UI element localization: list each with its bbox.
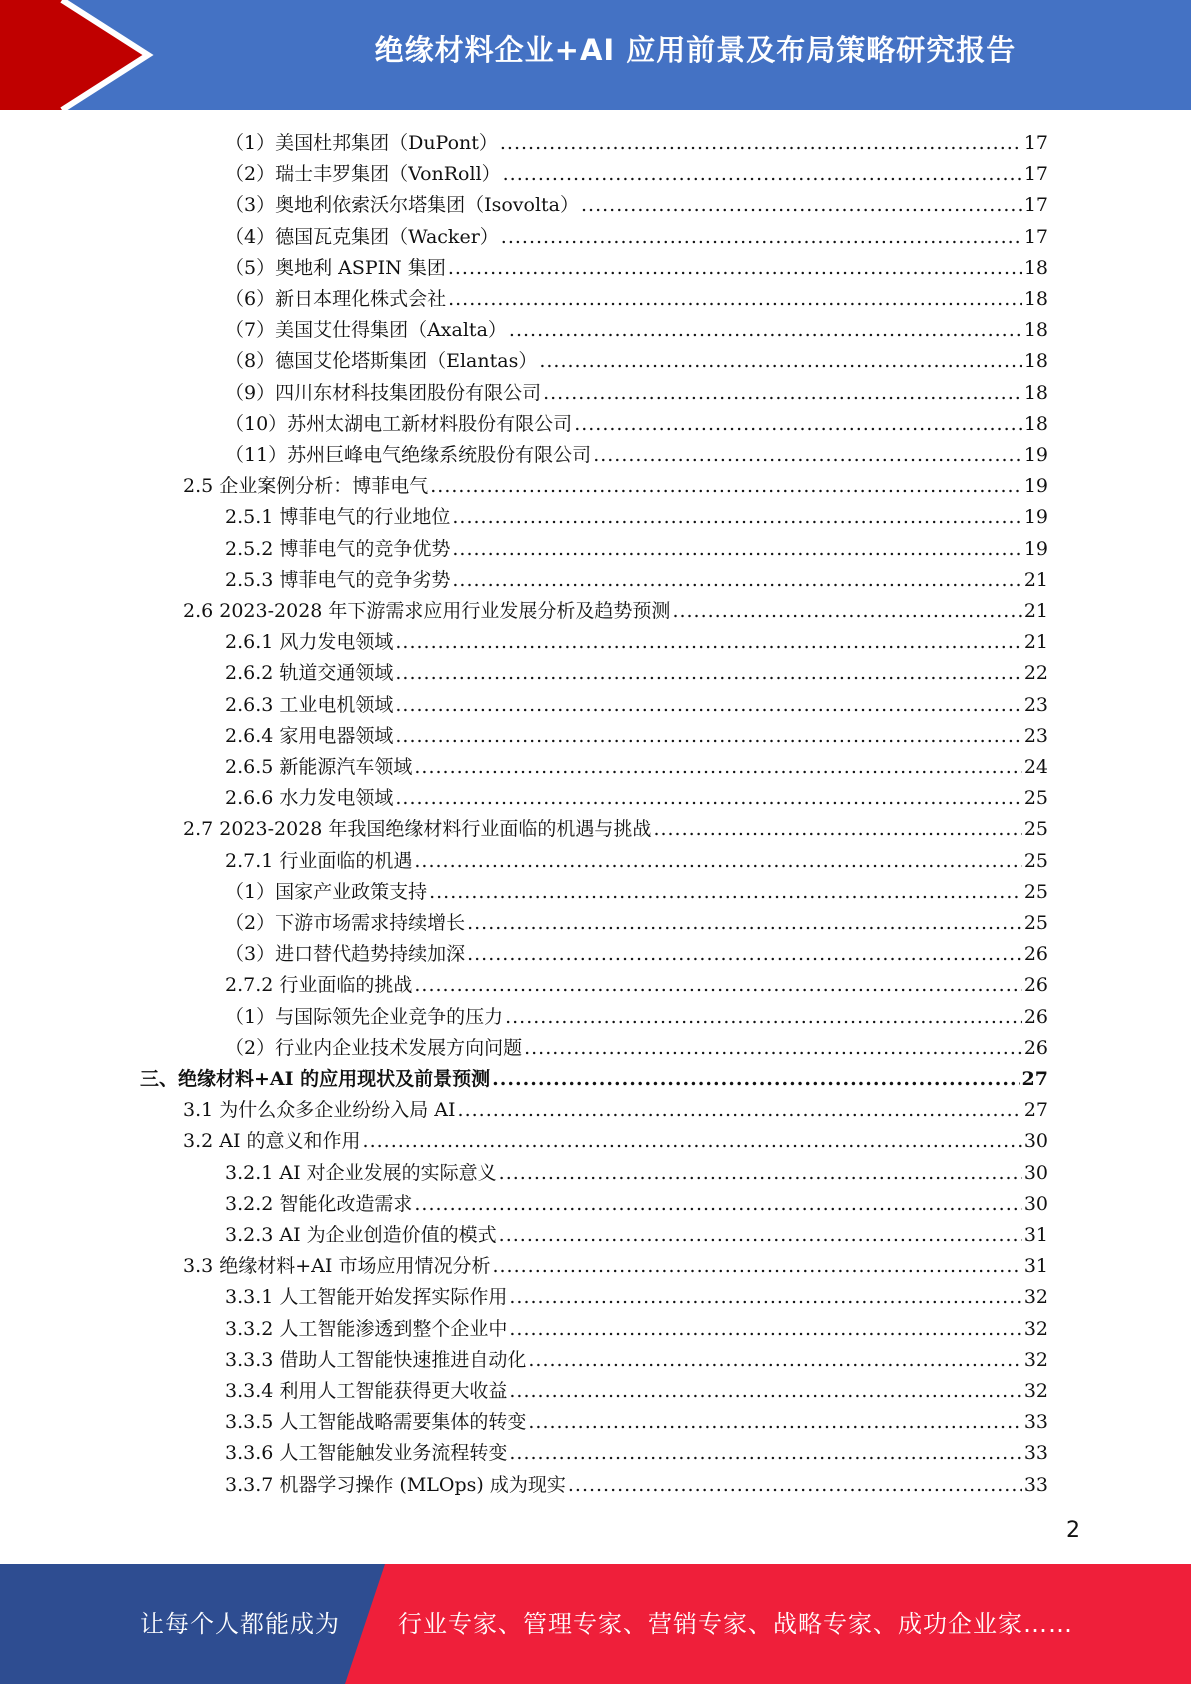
toc-dot-leader — [414, 970, 1021, 1001]
toc-dot-leader — [414, 1189, 1021, 1220]
toc-dot-leader — [429, 877, 1022, 908]
toc-entry[interactable] — [225, 565, 1048, 596]
toc-entry[interactable] — [225, 721, 1048, 752]
toc-entry[interactable] — [225, 1158, 1048, 1189]
toc-dot-leader — [509, 1376, 1021, 1407]
toc-entry-page: 17 — [1023, 194, 1048, 217]
toc-entry-page: 22 — [1023, 662, 1048, 685]
toc-entry-page: 25 — [1023, 818, 1048, 841]
toc-dot-leader — [501, 222, 1022, 253]
toc-entry[interactable] — [225, 1470, 1048, 1501]
toc-entry[interactable] — [225, 159, 1048, 190]
toc-dot-leader — [543, 378, 1022, 409]
toc-dot-leader — [452, 502, 1021, 533]
toc-dot-leader — [574, 409, 1022, 440]
toc-entry-page: 24 — [1023, 756, 1048, 778]
toc-entry-title: （8）德国艾伦塔斯集团（Elantas） — [225, 350, 538, 373]
toc-entry-page: 17 — [1023, 163, 1048, 186]
toc-entry-page: 25 — [1023, 849, 1048, 872]
toc-dot-leader — [448, 253, 1022, 284]
toc-dot-leader — [452, 565, 1021, 596]
toc-entry[interactable] — [225, 346, 1048, 377]
toc-entry-page: 18 — [1023, 381, 1048, 404]
toc-entry-page: 23 — [1023, 693, 1048, 716]
toc-entry-page: 26 — [1023, 1036, 1048, 1059]
toc-dot-leader — [499, 1220, 1022, 1251]
toc-entry-page: 18 — [1023, 288, 1048, 310]
toc-dot-leader — [528, 1345, 1021, 1376]
toc-entry-title: 3.2.3 AI 为企业创造价值的模式 — [225, 1224, 497, 1246]
toc-entry-page: 23 — [1023, 724, 1048, 747]
toc-entry-title: 2.6.2 轨道交通领域 — [225, 662, 394, 685]
toc-entry-page: 27 — [1023, 1099, 1048, 1122]
toc-dot-leader — [414, 752, 1021, 783]
toc-entry-page: 26 — [1023, 943, 1048, 966]
toc-dot-leader — [581, 190, 1022, 221]
toc-dot-leader — [395, 783, 1021, 814]
toc-entry[interactable] — [225, 1376, 1048, 1407]
toc-dot-leader — [430, 471, 1022, 502]
toc-entry[interactable] — [225, 1002, 1048, 1033]
toc-entry[interactable] — [225, 1189, 1048, 1220]
toc-entry[interactable] — [225, 222, 1048, 253]
toc-dot-leader — [509, 315, 1022, 346]
toc-entry-title: （5）奥地利 ASPIN 集团 — [225, 256, 446, 279]
toc-entry-page: 17 — [1023, 132, 1048, 154]
toc-entry[interactable] — [225, 908, 1048, 939]
toc-entry[interactable] — [225, 128, 1048, 159]
toc-entry[interactable] — [183, 471, 1048, 502]
toc-entry-page: 27 — [1021, 1068, 1048, 1090]
toc-entry[interactable] — [183, 1251, 1048, 1282]
toc-entry-title: 3.2.1 AI 对企业发展的实际意义 — [225, 1161, 497, 1184]
toc-entry-title: 3.1 为什么众多企业纷纷入局 AI — [183, 1099, 456, 1122]
toc-dot-leader — [524, 1033, 1022, 1064]
toc-entry-title: （1）美国杜邦集团（DuPont） — [225, 132, 498, 154]
page-header — [0, 0, 1191, 110]
toc-entry-title: （2）下游市场需求持续增长 — [225, 912, 466, 934]
toc-entry-title: 2.7 2023-2028 年我国绝缘材料行业面临的机遇与挑战 — [183, 818, 652, 841]
toc-dot-leader — [509, 1438, 1021, 1469]
toc-dot-leader — [528, 1407, 1021, 1438]
toc-entry-page: 21 — [1023, 568, 1048, 591]
toc-entry-title: 3.3.7 机器学习操作 (MLOps) 成为现实 — [225, 1473, 566, 1496]
toc-entry[interactable] — [225, 284, 1048, 315]
toc-dot-leader — [363, 1126, 1022, 1157]
toc-dot-leader — [448, 284, 1022, 315]
toc-entry-page: 32 — [1023, 1317, 1048, 1340]
toc-entry-page: 30 — [1023, 1130, 1048, 1153]
toc-entry[interactable] — [225, 690, 1048, 721]
toc-dot-leader — [509, 1314, 1021, 1345]
toc-entry-page: 26 — [1023, 974, 1048, 997]
toc-entry-title: 3.3.2 人工智能渗透到整个企业中 — [225, 1317, 508, 1340]
toc-entry-title: （3）奥地利依索沃尔塔集团（Isovolta） — [225, 194, 579, 217]
toc-entry[interactable] — [183, 596, 1048, 627]
toc-entry-page: 26 — [1023, 1005, 1048, 1028]
toc-entry-title: 2.6.3 工业电机领域 — [225, 693, 394, 716]
toc-entry-title: 2.5.3 博菲电气的竞争劣势 — [225, 568, 451, 591]
toc-entry-title: 3.3.4 利用人工智能获得更大收益 — [225, 1380, 508, 1402]
toc-entry-page: 19 — [1023, 444, 1048, 466]
toc-entry-page: 18 — [1023, 412, 1048, 435]
toc-entry-title: 2.6.5 新能源汽车领域 — [225, 756, 413, 778]
toc-entry-title: 2.7.2 行业面临的挑战 — [225, 974, 413, 997]
page-number: 2 — [1066, 1518, 1080, 1543]
toc-entry-page: 32 — [1023, 1380, 1048, 1402]
toc-entry-page: 25 — [1023, 912, 1048, 934]
toc-entry-title: （9）四川东材科技集团股份有限公司 — [225, 381, 542, 404]
toc-entry[interactable] — [225, 502, 1048, 533]
toc-entry-title: 2.6 2023-2028 年下游需求应用行业发展分析及趋势预测 — [183, 600, 671, 622]
toc-entry[interactable] — [183, 814, 1048, 845]
toc-entry-page: 18 — [1023, 319, 1048, 342]
toc-entry[interactable] — [225, 440, 1048, 471]
toc-entry-page: 25 — [1023, 787, 1048, 810]
toc-entry-title: 2.7.1 行业面临的机遇 — [225, 849, 413, 872]
toc-entry-page: 33 — [1023, 1473, 1048, 1496]
toc-entry-title: （1）与国际领先企业竞争的压力 — [225, 1005, 504, 1028]
toc-entry[interactable] — [183, 1095, 1048, 1126]
toc-entry-page: 19 — [1023, 506, 1048, 529]
toc-entry[interactable] — [225, 1282, 1048, 1313]
toc-entry-page: 31 — [1023, 1255, 1048, 1278]
toc-entry-title: （2）行业内企业技术发展方向问题 — [225, 1036, 523, 1059]
toc-entry[interactable] — [225, 658, 1048, 689]
toc-dot-leader — [467, 939, 1022, 970]
toc-entry-title: 2.5.2 博菲电气的竞争优势 — [225, 537, 451, 560]
toc-entry[interactable] — [225, 846, 1048, 877]
toc-entry-title: 2.6.4 家用电器领域 — [225, 724, 394, 747]
toc-dot-leader — [653, 814, 1021, 845]
toc-dot-leader — [458, 1095, 1022, 1126]
toc-dot-leader — [395, 690, 1021, 721]
toc-entry-title: 2.6.6 水力发电领域 — [225, 787, 394, 810]
toc-entry-page: 18 — [1023, 350, 1048, 373]
toc-entry-title: （4）德国瓦克集团（Wacker） — [225, 225, 499, 248]
toc-entry-page: 19 — [1023, 537, 1048, 560]
toc-entry-page: 33 — [1023, 1411, 1048, 1434]
toc-entry-page: 21 — [1023, 600, 1048, 622]
toc-dot-leader — [539, 346, 1021, 377]
toc-entry[interactable] — [225, 627, 1048, 658]
toc-entry-title: 2.5.1 博菲电气的行业地位 — [225, 506, 451, 529]
toc-dot-leader — [503, 159, 1022, 190]
toc-dot-leader — [414, 846, 1021, 877]
toc-entry-title: （7）美国艾仕得集团（Axalta） — [225, 319, 507, 342]
toc-entry[interactable] — [225, 409, 1048, 440]
toc-entry-title: 3.3.3 借助人工智能快速推进自动化 — [225, 1348, 527, 1371]
toc-entry-title: （2）瑞士丰罗集团（VonRoll） — [225, 163, 501, 186]
toc-entry-title: （3）进口替代趋势持续加深 — [225, 943, 466, 966]
toc-entry-title: （11）苏州巨峰电气绝缘系统股份有限公司 — [225, 444, 592, 466]
toc-entry[interactable] — [225, 253, 1048, 284]
toc-entry-title: 2.5 企业案例分析：博菲电气 — [183, 475, 429, 498]
toc-entry-page: 33 — [1023, 1442, 1048, 1465]
toc-entry[interactable] — [225, 1220, 1048, 1251]
toc-dot-leader — [492, 1251, 1021, 1282]
toc-dot-leader — [467, 908, 1022, 939]
toc-dot-leader — [499, 1158, 1022, 1189]
toc-entry-title: 2.6.1 风力发电领域 — [225, 631, 394, 654]
toc-entry[interactable] — [225, 752, 1048, 783]
toc-dot-leader — [395, 721, 1021, 752]
toc-dot-leader — [509, 1282, 1021, 1313]
toc-entry-title: 3.3.5 人工智能战略需要集体的转变 — [225, 1411, 527, 1434]
toc-entry-title: 三、绝缘材料+AI 的应用现状及前景预测 — [140, 1068, 491, 1090]
toc-dot-leader — [672, 596, 1021, 627]
toc-entry[interactable] — [225, 970, 1048, 1001]
toc-entry[interactable] — [225, 190, 1048, 221]
toc-entry[interactable] — [225, 939, 1048, 970]
toc-entry[interactable] — [183, 1126, 1048, 1157]
report-title: 绝缘材料企业+AI 应用前景及布局策略研究报告 — [374, 33, 1017, 67]
toc-entry-page: 19 — [1023, 475, 1048, 498]
toc-entry-page: 17 — [1023, 225, 1048, 248]
toc-entry-page: 32 — [1023, 1348, 1048, 1371]
toc-entry-title: 3.3 绝缘材料+AI 市场应用情况分析 — [183, 1255, 491, 1278]
toc-entry-title: （1）国家产业政策支持 — [225, 880, 428, 903]
toc-entry[interactable] — [225, 1407, 1048, 1438]
toc-dot-leader — [395, 627, 1021, 658]
toc-dot-leader — [568, 1470, 1022, 1501]
footer-slogan-right: 行业专家、管理专家、营销专家、战略专家、成功企业家…… — [398, 1610, 1073, 1638]
toc-dot-leader — [593, 440, 1022, 471]
toc-dot-leader — [492, 1064, 1019, 1095]
toc-entry-title: （10）苏州太湖电工新材料股份有限公司 — [225, 412, 573, 435]
toc-entry[interactable] — [225, 378, 1048, 409]
toc-entry[interactable] — [225, 1345, 1048, 1376]
toc-entry-title: （6）新日本理化株式会社 — [225, 288, 447, 310]
toc-entry[interactable] — [225, 1438, 1048, 1469]
toc-entry[interactable] — [225, 877, 1048, 908]
toc-entry-page: 25 — [1023, 880, 1048, 903]
toc-entry-page: 21 — [1023, 631, 1048, 654]
toc-entry-title: 3.2 AI 的意义和作用 — [183, 1130, 361, 1153]
toc-dot-leader — [500, 128, 1022, 159]
toc-entry-page: 32 — [1023, 1286, 1048, 1309]
toc-dot-leader — [505, 1002, 1022, 1033]
toc-entry[interactable] — [225, 1314, 1048, 1345]
footer-slogan-left: 让每个人都能成为 — [140, 1610, 340, 1638]
toc-entry-title: 3.2.2 智能化改造需求 — [225, 1192, 413, 1215]
toc-entry-title: 3.3.1 人工智能开始发挥实际作用 — [225, 1286, 508, 1309]
toc-entry-page: 18 — [1023, 256, 1048, 279]
toc-dot-leader — [452, 534, 1021, 565]
toc-entry[interactable] — [140, 1064, 1048, 1095]
toc-entry[interactable] — [225, 783, 1048, 814]
toc-entry[interactable] — [225, 1033, 1048, 1064]
toc-entry[interactable] — [225, 315, 1048, 346]
toc-entry-title: 3.3.6 人工智能触发业务流程转变 — [225, 1442, 508, 1465]
toc-entry-page: 30 — [1023, 1192, 1048, 1215]
toc-dot-leader — [395, 658, 1021, 689]
page-footer — [0, 1564, 1191, 1684]
toc-entry-page: 31 — [1023, 1224, 1048, 1246]
toc-entry[interactable] — [225, 534, 1048, 565]
toc-entry-page: 30 — [1023, 1161, 1048, 1184]
